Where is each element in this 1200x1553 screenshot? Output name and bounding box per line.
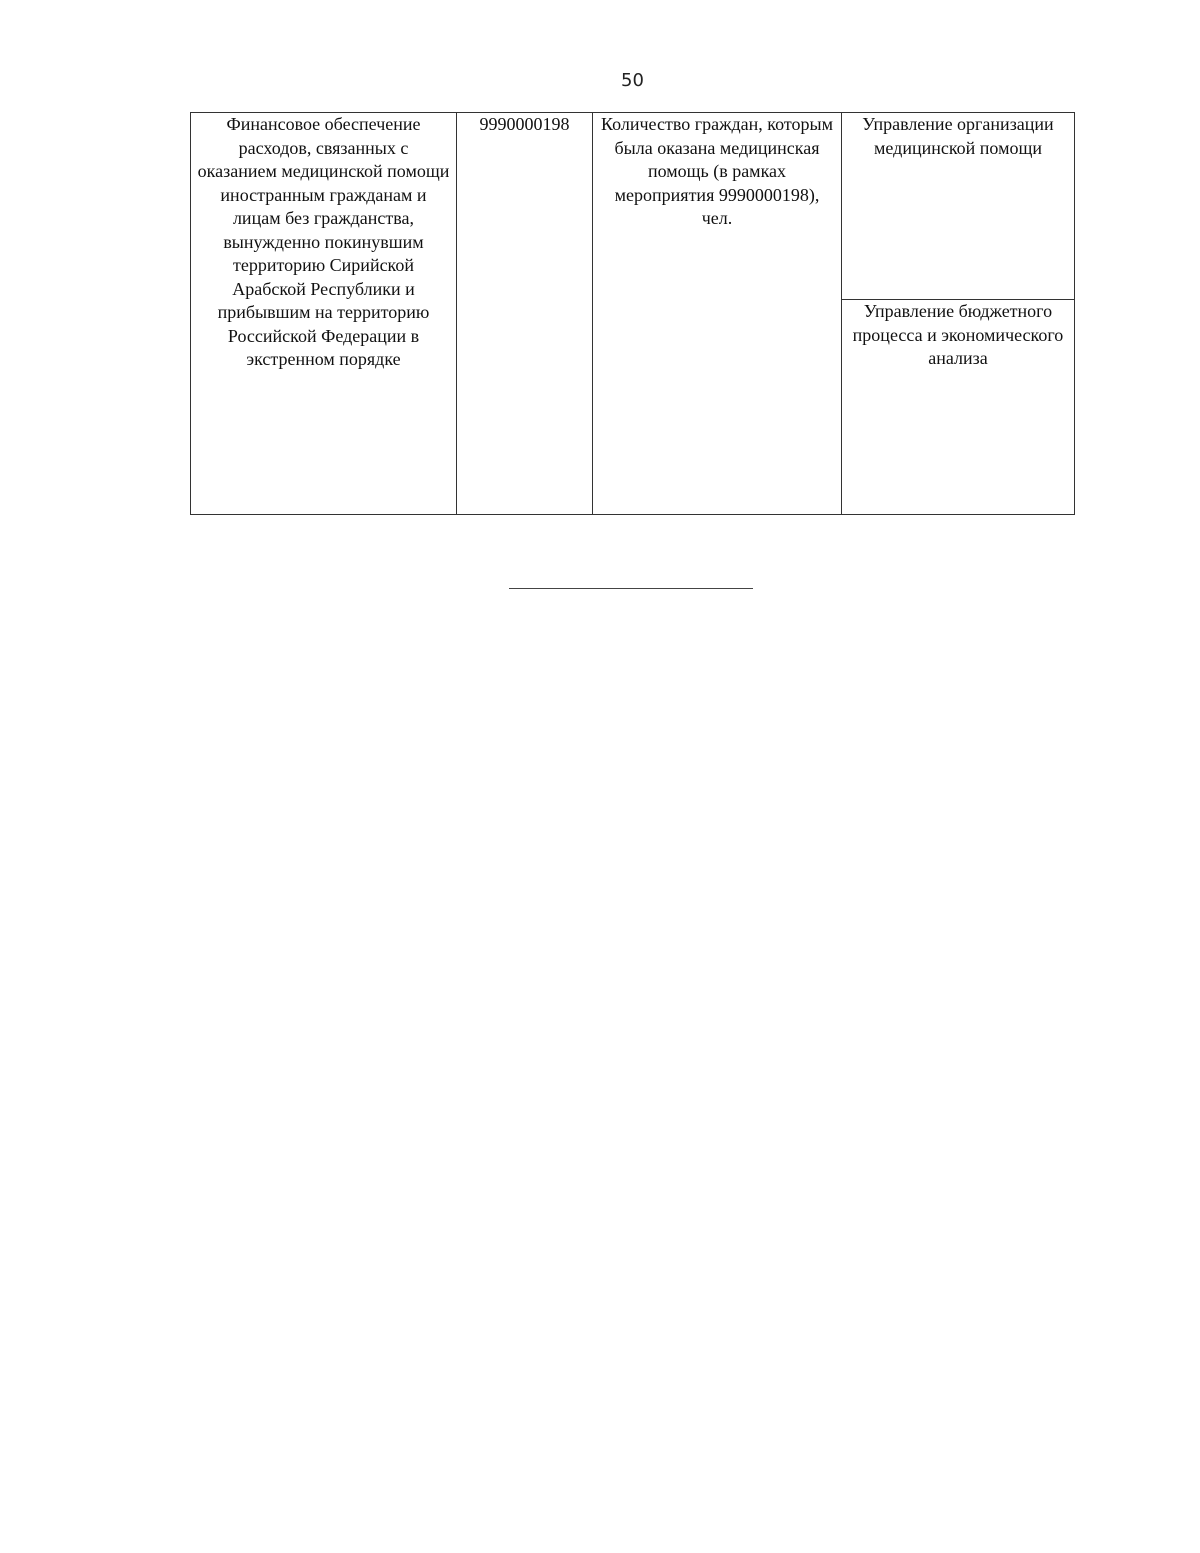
event-name-cell: Финансовое обеспечение расходов, связанных с оказанием медицинской помощи иностранным гражданам и лицам без гражданства, вынужденно покинувшим территорию Сирийской Арабской Республики и прибывшим на территорию Российской Федерации в экстренном порядке xyxy=(191,113,457,515)
event-code-cell: 9990000198 xyxy=(457,113,593,515)
end-of-document-rule xyxy=(509,588,753,589)
responsible-department-cell: Управление бюджетного процесса и экономического анализа xyxy=(842,300,1075,515)
table-row xyxy=(191,113,1075,300)
document-table xyxy=(190,112,1075,515)
responsible-department-cell: Управление организации медицинской помощи xyxy=(842,113,1075,300)
indicator-cell: Количество граждан, которым была оказана медицинская помощь (в рамках мероприятия 9990000198), чел. xyxy=(593,113,842,515)
page-number: 50 xyxy=(621,70,644,91)
document-table-wrapper xyxy=(190,112,1074,515)
